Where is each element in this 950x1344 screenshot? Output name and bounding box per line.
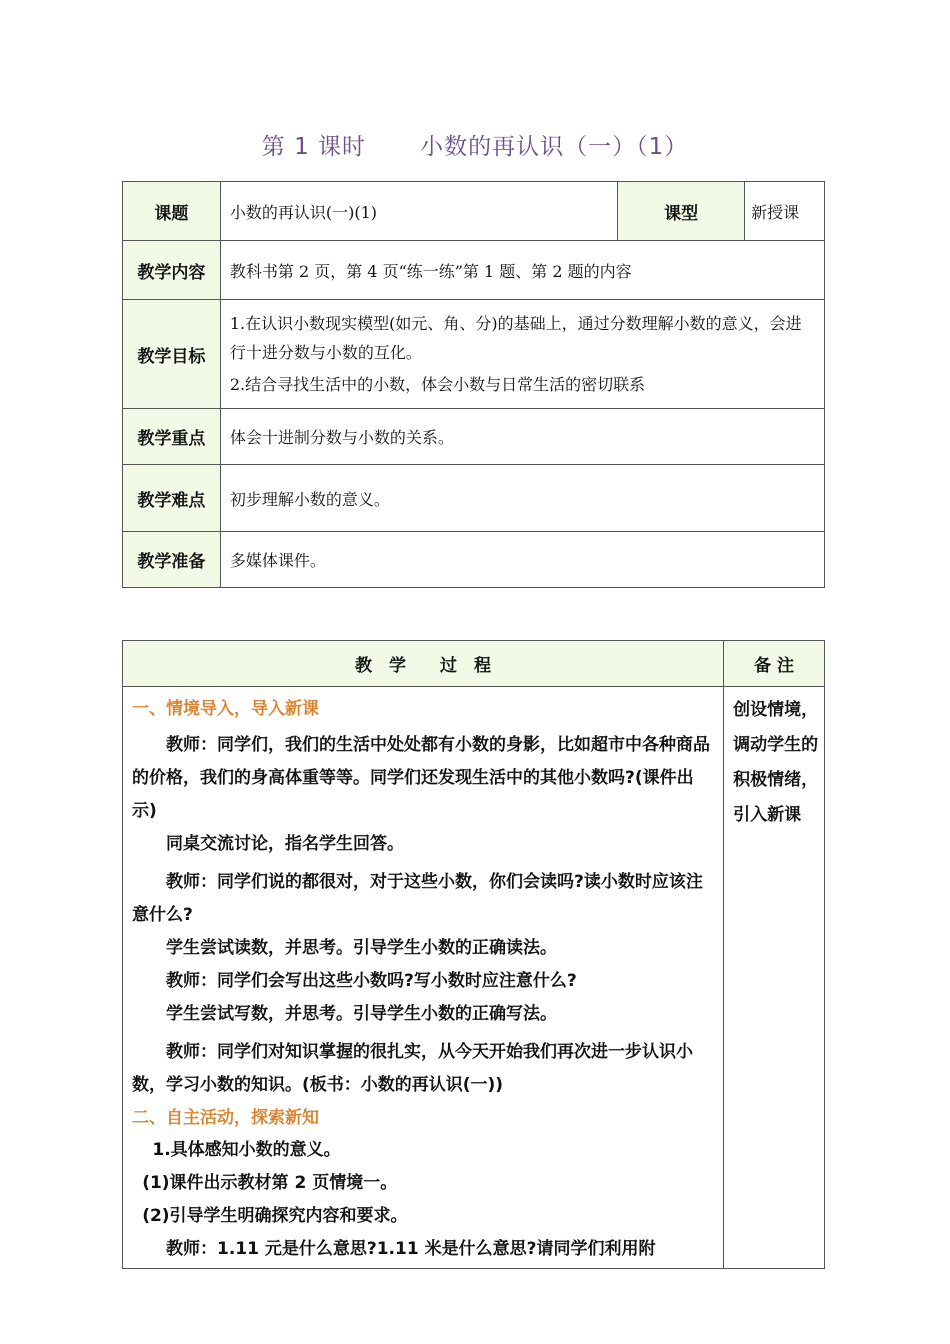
- process-body-row: [123, 687, 825, 1269]
- paragraph: 同桌交流讨论，指名学生回答。: [166, 834, 404, 854]
- lesson-name: 小数的再认识（一）（1）: [420, 134, 689, 160]
- paragraph: 学生尝试写数，并思考。引导学生小数的正确写法。: [166, 1004, 557, 1024]
- section-2-heading: 二、自主活动，探索新知: [132, 1108, 319, 1128]
- topic-value: 小数的再认识(一)(1): [220, 182, 617, 241]
- lesson-number: 第 1 课时: [261, 134, 367, 160]
- teaching-process-table: [122, 640, 825, 1269]
- paragraph: 教师：1.11 元是什么意思?1.11 米是什么意思?请同学们利用附: [166, 1239, 656, 1259]
- difficulty-label: 教学难点: [123, 465, 221, 532]
- paragraph: 学生尝试读数，并思考。引导学生小数的正确读法。: [166, 938, 557, 958]
- prep-value: 多媒体课件。: [220, 532, 824, 588]
- paragraph: 1.具体感知小数的意义。: [152, 1140, 341, 1160]
- paragraph: 教师：同学们说的都很对，对于这些小数，你们会读吗?读小数时应该注意什么?: [132, 872, 703, 925]
- row-topic: [123, 182, 825, 241]
- process-header-row: [123, 641, 825, 687]
- paragraph: (1)课件出示教材第 2 页情境一。: [142, 1173, 398, 1193]
- difficulty-value: 初步理解小数的意义。: [220, 465, 824, 532]
- section-1-heading: 一、情境导入，导入新课: [132, 699, 319, 719]
- key-value: 体会十进制分数与小数的关系。: [220, 409, 824, 465]
- paragraph: 教师：同学们，我们的生活中处处都有小数的身影，比如超市中各种商品的价格，我们的身高体重等等。同学们还发现生活中的其他小数吗?(课件出示): [132, 735, 710, 821]
- goal-item-2: 2.结合寻找生活中的小数，体会小数与日常生活的密切联系: [229, 375, 646, 394]
- row-content: [123, 241, 825, 300]
- content-value: 教科书第 2 页，第 4 页“练一练”第 1 题、第 2 题的内容: [220, 241, 824, 300]
- type-label: 课型: [618, 182, 745, 241]
- process-body: [123, 687, 724, 1269]
- row-key: [123, 409, 825, 465]
- content-label: 教学内容: [123, 241, 221, 300]
- paragraph: 教师：同学们会写出这些小数吗?写小数时应注意什么?: [166, 971, 577, 991]
- note-cell: [724, 687, 825, 1269]
- paragraph: (2)引导学生明确探究内容和要求。: [142, 1206, 408, 1226]
- paragraph: 教师：同学们对知识掌握的很扎实，从今天开始我们再次进一步认识小数，学习小数的知识。(板书：小数的再认识(一)): [132, 1042, 693, 1095]
- type-value: 新授课: [745, 182, 825, 241]
- row-goal: [123, 300, 825, 409]
- goal-item-1: 1.在认识小数现实模型(如元、角、分)的基础上，通过分数理解小数的意义，会进行十进分数与小数的互化。: [229, 314, 802, 362]
- goal-value: [220, 300, 824, 409]
- row-prep: [123, 532, 825, 588]
- key-label: 教学重点: [123, 409, 221, 465]
- row-difficulty: [123, 465, 825, 532]
- process-header: 教 学 过 程: [123, 641, 724, 687]
- page-title: [0, 128, 950, 161]
- prep-label: 教学准备: [123, 532, 221, 588]
- goal-label: 教学目标: [123, 300, 221, 409]
- lesson-info-table: [122, 181, 825, 588]
- note-header: 备 注: [724, 641, 825, 687]
- note-text: 创设情境，调动学生的积极情绪，引入新课: [733, 700, 819, 825]
- topic-label: 课题: [123, 182, 221, 241]
